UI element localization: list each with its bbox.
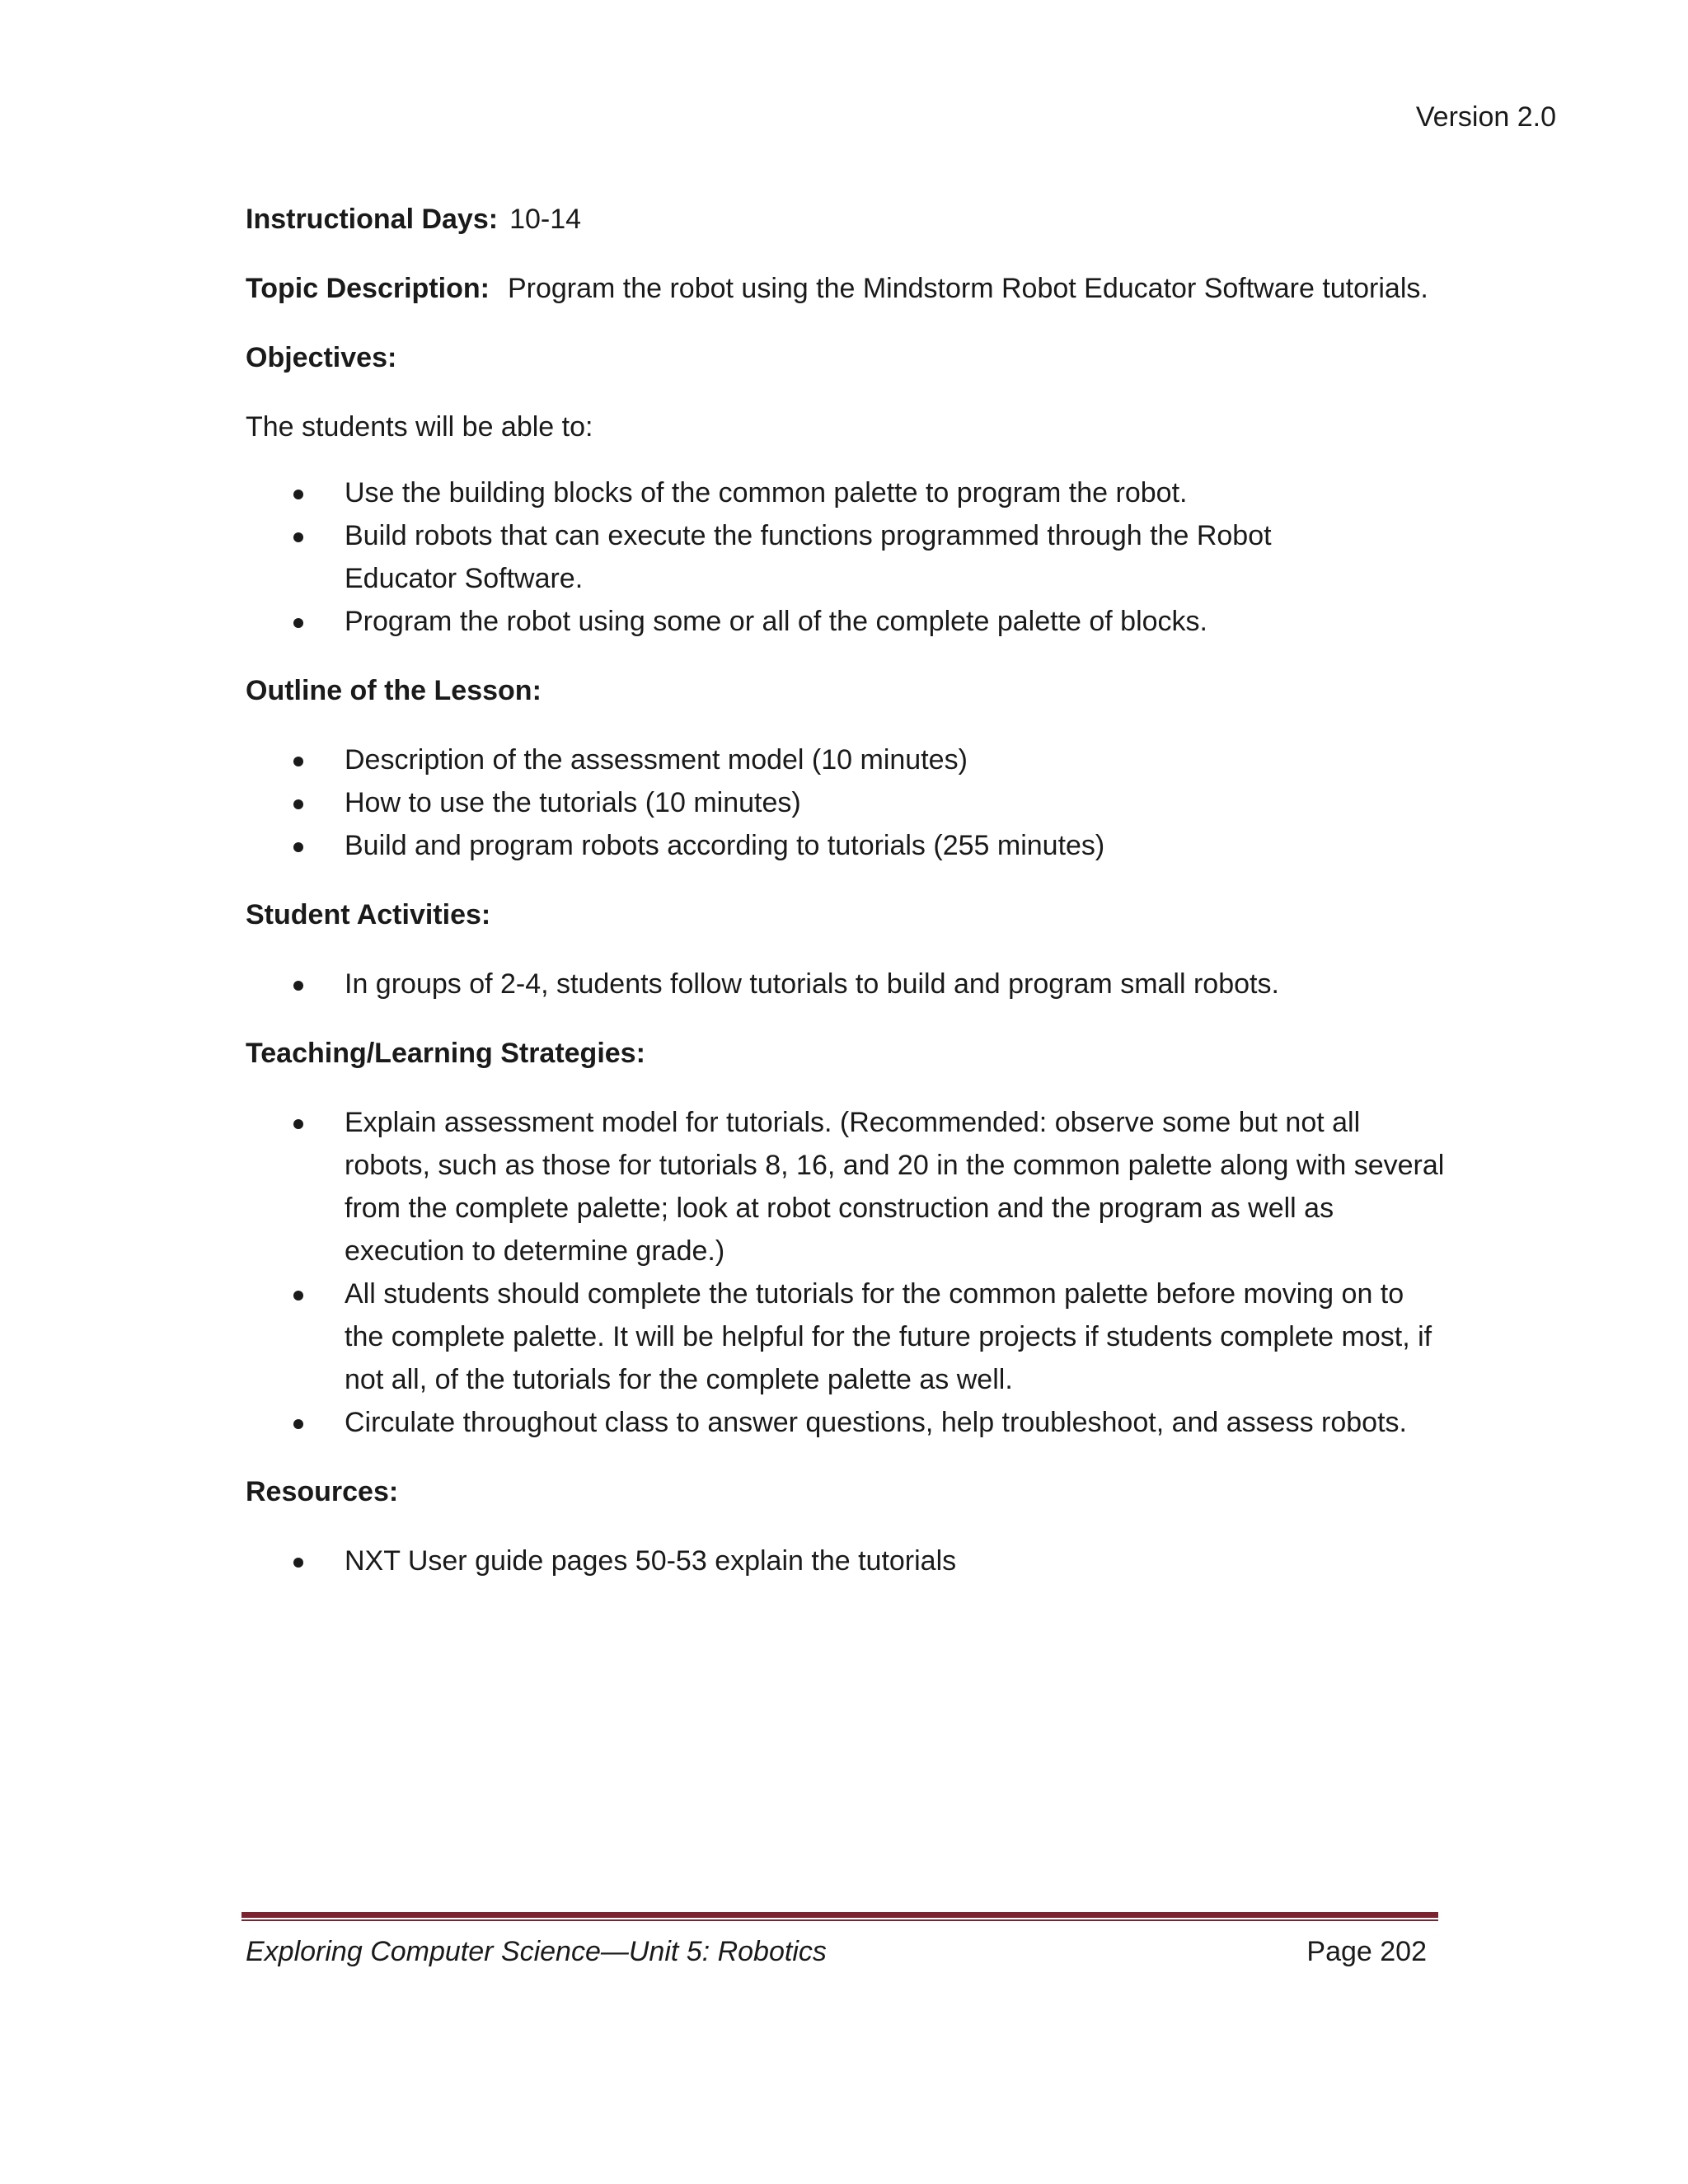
bullet-icon: [293, 799, 303, 809]
list-item: [246, 824, 1449, 867]
list-item: [246, 600, 1449, 643]
instructional-days: [246, 198, 1449, 241]
bullet-icon: [293, 1558, 303, 1568]
list-item-text: How to use the tutorials (10 minutes): [345, 787, 801, 818]
version-label: Version 2.0: [1415, 101, 1556, 133]
list-item-text: Description of the assessment model (10 minutes): [345, 744, 968, 776]
list-item-text: All students should complete the tutorials for the common palette before moving on to the complete palette. It will be helpful for the future projects if students complete most, if not all, of the tutorials for the complete palette as well.: [345, 1278, 1432, 1395]
footer-rule: [241, 1912, 1438, 1922]
list-item-text: Explain assessment model for tutorials. (Recommended: observe some but not all robots, such as those for tutorials 8, 16, and 20 in the common palette along with several from the complete palette; look at robot construction and the program as well as execution to determine grade.): [345, 1107, 1445, 1267]
list-item: [246, 738, 1449, 781]
list-item-text: NXT User guide pages 50-53 explain the tutorials: [345, 1545, 957, 1577]
objectives-intro: The students will be able to:: [246, 411, 593, 443]
bullet-icon: [293, 1291, 303, 1301]
objectives-heading: Objectives:: [246, 342, 397, 373]
list-item-text: Build and program robots according to tutorials (255 minutes): [345, 830, 1105, 861]
resources-heading: Resources:: [246, 1476, 399, 1507]
bullet-icon: [293, 1419, 303, 1429]
list-item: [246, 1272, 1449, 1401]
list-item: [246, 963, 1449, 1005]
student-activities-heading: Student Activities:: [246, 899, 491, 930]
list-item-text: In groups of 2-4, students follow tutorials to build and program small robots.: [345, 968, 1279, 1000]
list-item: [246, 781, 1449, 824]
footer-rule-thin: [241, 1919, 1438, 1921]
instructional-days-value: 10-14: [509, 204, 582, 235]
topic-description-label: Topic Description:: [246, 273, 490, 304]
topic-description-value: Program the robot using the Mindstorm Robot Educator Software tutorials.: [507, 273, 1428, 304]
bullet-icon: [293, 532, 303, 542]
outline-list: [246, 738, 1449, 867]
topic-description: [246, 267, 1449, 310]
bullet-icon: [293, 1119, 303, 1129]
list-item: [246, 1540, 1449, 1582]
list-item: [246, 1401, 1449, 1444]
strategies-list: [246, 1101, 1449, 1444]
resources-list: [246, 1540, 1449, 1582]
bullet-icon: [293, 842, 303, 852]
list-item: [246, 514, 1449, 600]
footer-course-title: Exploring Computer Science—Unit 5: Robotics: [246, 1936, 827, 1967]
footer-page-number: Page 202: [1306, 1936, 1427, 1967]
student-activities-list: [246, 963, 1449, 1005]
list-item-text: Program the robot using some or all of the complete palette of blocks.: [345, 606, 1207, 637]
objectives-list: [246, 471, 1449, 643]
bullet-icon: [293, 981, 303, 991]
footer-rule-thick: [241, 1912, 1438, 1918]
list-item-text: Build robots that can execute the functions programmed through the Robot Educator Software.: [345, 520, 1272, 594]
instructional-days-label: Instructional Days:: [246, 204, 499, 235]
list-item-text: Circulate throughout class to answer questions, help troubleshoot, and assess robots.: [345, 1407, 1407, 1438]
strategies-heading: Teaching/Learning Strategies:: [246, 1038, 645, 1069]
list-item: [246, 471, 1449, 514]
bullet-icon: [293, 757, 303, 766]
list-item-text: Use the building blocks of the common palette to program the robot.: [345, 477, 1188, 509]
outline-heading: Outline of the Lesson:: [246, 675, 542, 706]
bullet-icon: [293, 490, 303, 499]
bullet-icon: [293, 618, 303, 628]
list-item: [246, 1101, 1449, 1272]
lesson-content: [246, 198, 1449, 1609]
